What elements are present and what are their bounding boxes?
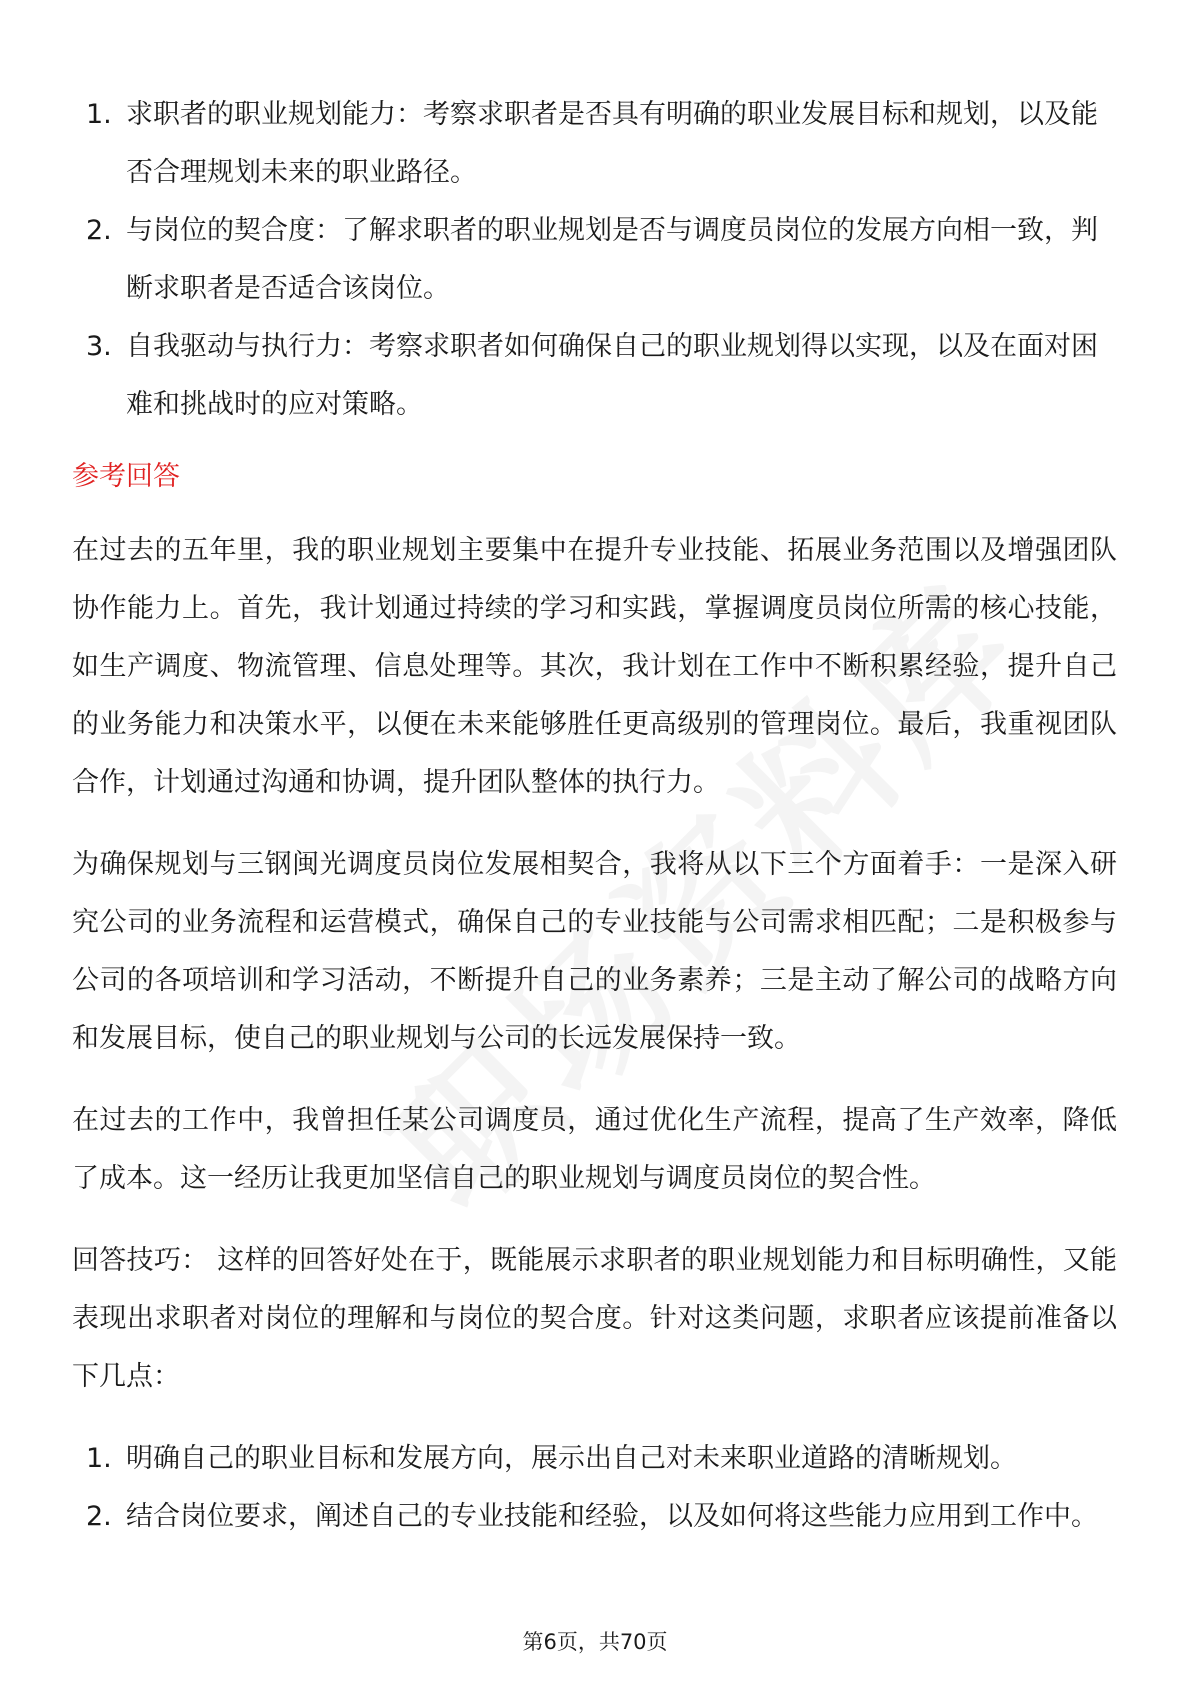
list-item-number: 2. — [86, 1501, 112, 1532]
list-item-number: 2. — [86, 215, 112, 246]
section-heading: 参考回答 — [72, 461, 180, 492]
page-content — [72, 86, 1117, 1546]
list-item — [72, 1430, 1117, 1488]
intro-list — [72, 86, 1117, 434]
list-item — [72, 86, 1117, 202]
list-item-number: 3. — [86, 331, 112, 362]
list-item — [72, 318, 1117, 434]
paragraph: 回答技巧： 这样的回答好处在于，既能展示求职者的职业规划能力和目标明确性，又能表现出求职者对岗位的理解和与岗位的契合度。针对这类问题，求职者应该提前准备以下几点： — [72, 1245, 1117, 1392]
list-item-text: 与岗位的契合度：了解求职者的职业规划是否与调度员岗位的发展方向相一致，判断求职者是否适合该岗位。 — [126, 215, 1098, 304]
list-item — [72, 1488, 1117, 1546]
list-item-text: 明确自己的职业目标和发展方向，展示出自己对未来职业道路的清晰规划。 — [126, 1443, 1017, 1474]
tips-list — [72, 1430, 1117, 1546]
list-item-number: 1. — [86, 99, 112, 130]
list-item-text: 结合岗位要求，阐述自己的专业技能和经验，以及如何将这些能力应用到工作中。 — [126, 1501, 1098, 1532]
page-footer: 第6页，共70页 — [522, 1630, 668, 1654]
paragraph: 在过去的五年里，我的职业规划主要集中在提升专业技能、拓展业务范围以及增强团队协作能力上。首先，我计划通过持续的学习和实践，掌握调度员岗位所需的核心技能，如生产调度、物流管理、信息处理等。其次，我计划在工作中不断积累经验，提升自己的业务能力和决策水平，以便在未来能够胜任更高级别的管理岗位。最后，我重视团队合作，计划通过沟通和协调，提升团队整体的执行力。 — [72, 535, 1117, 798]
list-item-text: 求职者的职业规划能力：考察求职者是否具有明确的职业发展目标和规划，以及能否合理规划未来的职业路径。 — [126, 99, 1098, 188]
paragraph: 在过去的工作中，我曾担任某公司调度员，通过优化生产流程，提高了生产效率，降低了成本。这一经历让我更加坚信自己的职业规划与调度员岗位的契合性。 — [72, 1105, 1117, 1194]
list-item-text: 自我驱动与执行力：考察求职者如何确保自己的职业规划得以实现，以及在面对困难和挑战时的应对策略。 — [126, 331, 1098, 420]
list-item — [72, 202, 1117, 318]
list-item-number: 1. — [86, 1443, 112, 1474]
paragraph: 为确保规划与三钢闽光调度员岗位发展相契合，我将从以下三个方面着手：一是深入研究公司的业务流程和运营模式，确保自己的专业技能与公司需求相匹配；二是积极参与公司的各项培训和学习活动，不断提升自己的业务素养；三是主动了解公司的战略方向和发展目标，使自己的职业规划与公司的长远发展保持一致。 — [72, 849, 1117, 1054]
